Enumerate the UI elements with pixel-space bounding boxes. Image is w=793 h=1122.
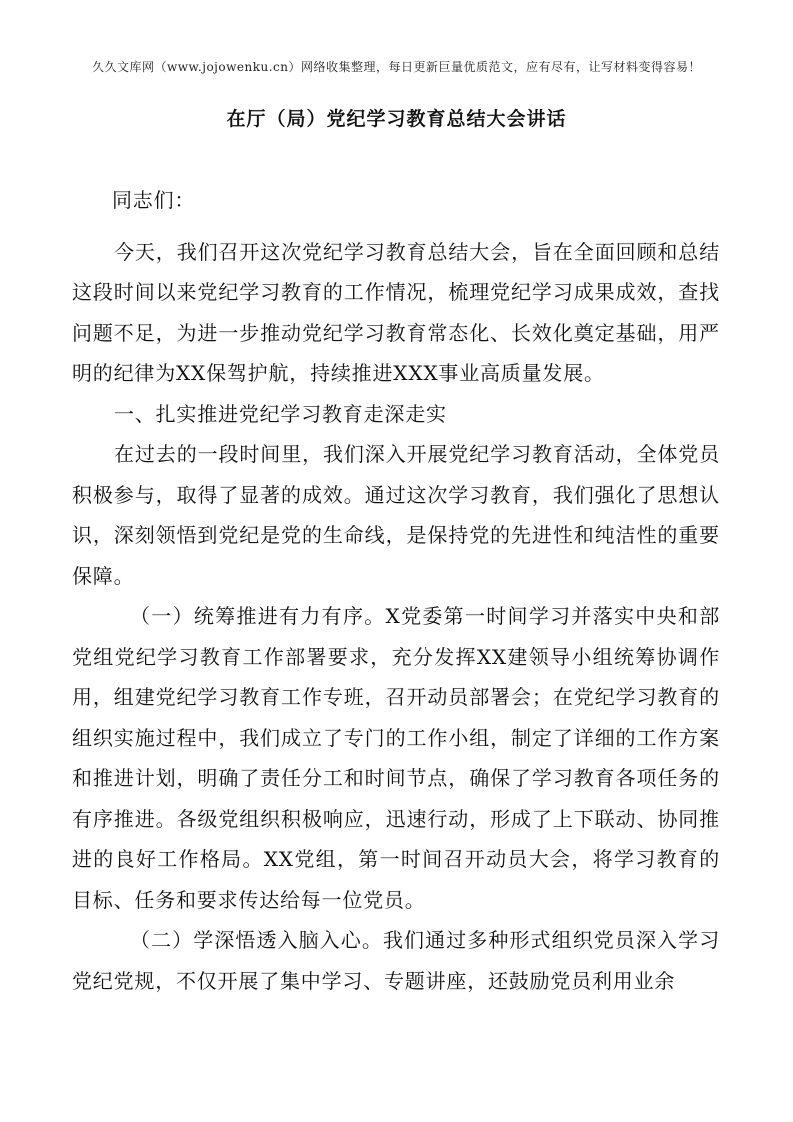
paragraph-overview: 在过去的一段时间里，我们深入开展党纪学习教育活动，全体党员积极参与，取得了显著的成效。通过这次学习教育，我们强化了思想认识，深刻领悟到党纪是党的生命线，是保持党的先进性和纯洁性的重要保障。	[72, 442, 720, 588]
section-heading-1: 一、扎实推进党纪学习教育走深走实	[114, 401, 447, 426]
document-title: 在厅（局）党纪学习教育总结大会讲话	[226, 108, 567, 130]
header-note: 久久文库网（www.jojowenku.cn）网络收集整理，每日更新巨量优质范文，应有尽有，让写材料变得容易！	[92, 60, 701, 74]
paragraph-intro: 今天，我们召开这次党纪学习教育总结大会，旨在全面回顾和总结这段时间以来党纪学习教育的工作情况，梳理党纪学习成果成效，查找问题不足，为进一步推动党纪学习教育常态化、长效化奠定基础，用严明的纪律为XX保驾护航，持续推进XXX事业高质量发展。	[72, 239, 720, 385]
document-body	[72, 180, 720, 1001]
salutation: 同志们：	[112, 188, 196, 212]
paragraph-subsection-1: （一）统筹推进有力有序。X党委第一时间学习并落实中央和部党组党纪学习教育工作部署要求，充分发挥XX建领导小组统筹协调作用，组建党纪学习教育工作专班，召开动员部署会；在党纪学习教育的组织实施过程中，我们成立了专门的工作小组，制定了详细的工作方案和推进计划，明确了责任分工和时间节点，确保了学习教育各项任务的有序推进。各级党组织积极响应，迅速行动，形成了上下联动、协同推进的良好工作格局。XX党组，第一时间召开动员大会，将学习教育的目标、任务和要求传达给每一位党员。	[72, 604, 720, 912]
paragraph-subsection-2: （二）学深悟透入脑入心。我们通过多种形式组织党员深入学习党纪党规，不仅开展了集中学习、专题讲座，还鼓励党员利用业余	[72, 928, 720, 993]
